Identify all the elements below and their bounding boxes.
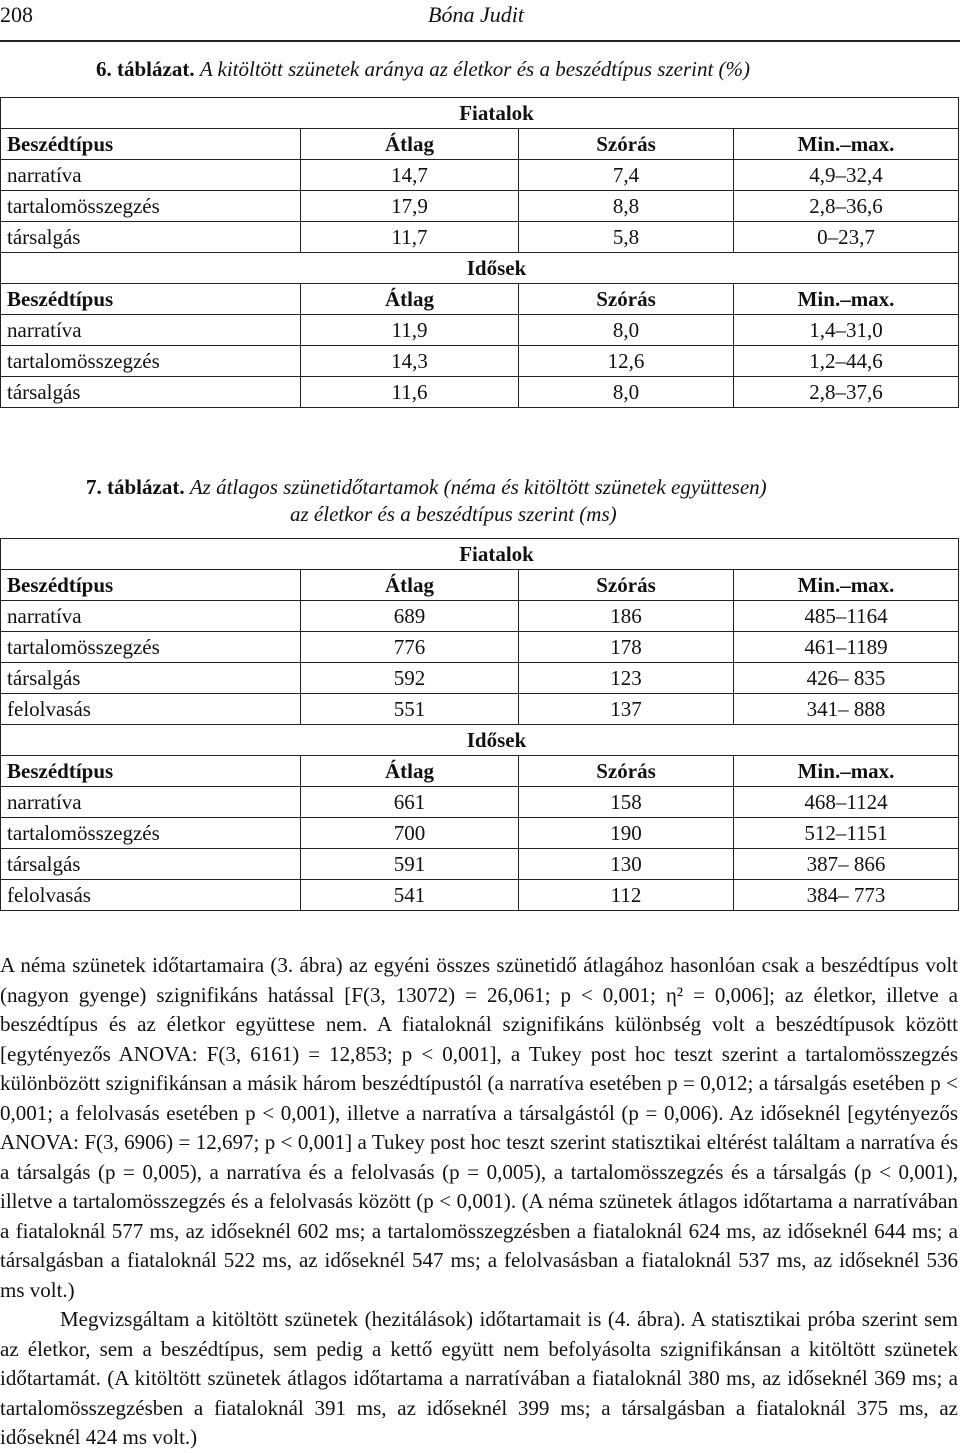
column-header: Beszédtípus	[1, 570, 301, 601]
header-row	[1, 756, 959, 787]
table-cell: 461–1189	[734, 632, 959, 663]
group-row	[1, 253, 959, 284]
group-label: Idősek	[1, 725, 959, 756]
table-cell: 591	[301, 849, 519, 880]
column-header: Beszédtípus	[1, 756, 301, 787]
table6-title: A kitöltött szünetek aránya az életkor és a beszédtípus szerint (%)	[199, 57, 751, 81]
table-cell: 689	[301, 601, 519, 632]
group-row	[1, 725, 959, 756]
column-header: Szórás	[519, 570, 734, 601]
column-header: Min.–max.	[734, 284, 959, 315]
column-header: Beszédtípus	[1, 129, 301, 160]
table-cell: 1,2–44,6	[734, 346, 959, 377]
table-cell: narratíva	[1, 601, 301, 632]
table-cell: 1,4–31,0	[734, 315, 959, 346]
column-header: Átlag	[301, 284, 519, 315]
column-header: Szórás	[519, 756, 734, 787]
table-cell: narratíva	[1, 160, 301, 191]
table-cell: 8,0	[519, 315, 734, 346]
table-cell: 130	[519, 849, 734, 880]
table-cell: 137	[519, 694, 734, 725]
table-row	[1, 191, 959, 222]
table-cell: 384– 773	[734, 880, 959, 911]
body-text	[0, 951, 958, 1453]
table7-label: 7. táblázat.	[86, 475, 185, 499]
header-row	[1, 129, 959, 160]
table-cell: 541	[301, 880, 519, 911]
column-header: Min.–max.	[734, 570, 959, 601]
table7-caption	[86, 474, 767, 501]
table-cell: 387– 866	[734, 849, 959, 880]
table-row	[1, 663, 959, 694]
table6-label: 6. táblázat.	[96, 57, 195, 81]
table-cell: narratíva	[1, 787, 301, 818]
table-cell: 11,9	[301, 315, 519, 346]
table-cell: felolvasás	[1, 880, 301, 911]
table7-caption-line2	[290, 501, 617, 528]
table-row	[1, 694, 959, 725]
table-cell: 123	[519, 663, 734, 694]
group-label: Fiatalok	[1, 98, 959, 129]
table-cell: 776	[301, 632, 519, 663]
table-row	[1, 315, 959, 346]
table-row	[1, 377, 959, 408]
table-cell: 512–1151	[734, 818, 959, 849]
page-number: 208	[0, 2, 33, 27]
table-cell: tartalomösszegzés	[1, 346, 301, 377]
table-cell: 158	[519, 787, 734, 818]
table-cell: 17,9	[301, 191, 519, 222]
table-cell: narratíva	[1, 315, 301, 346]
group-label: Idősek	[1, 253, 959, 284]
table-row	[1, 222, 959, 253]
table-cell: tartalomösszegzés	[1, 632, 301, 663]
table-cell: 700	[301, 818, 519, 849]
paragraph-2: Megvizsgáltam a kitöltött szünetek (hezitálások) időtartamait is (4. ábra). A statisztikai próba szerint sem az életkor, sem a beszédtípus, sem pedig a kettő együtt nem befolyásolta szignifikánsan a kitöltött szünetek időtartamát. (A kitöltött szünetek átlagos időtartama a narratívában a fiataloknál 380 ms, az időseknél 369 ms; a tartalomösszegzésben a fiataloknál 391 ms, az időseknél 399 ms; a társalgásban a fiataloknál 375 ms, az időseknél 424 ms volt.)	[0, 1307, 958, 1449]
paragraph-1: A néma szünetek időtartamaira (3. ábra) az egyéni összes szünetidő átlagához hasonlóan csak a beszédtípus volt (nagyon gyenge) szignifikáns hatással [F(3, 13072) = 26,061; p < 0,001; η² = 0,006]; az életkor, illetve a beszédtípus és az életkor együttese nem. A fiataloknál szignifikáns különbség volt a beszédtípusok között [egytényezős ANOVA: F(3, 6161) = 12,853; p < 0,001], a Tukey post hoc teszt szerint a tartalomösszegzés különbözött szignifikánsan a másik három beszédtípustól (a narratíva esetében p = 0,012; a társalgás esetében p < 0,001; a felolvasás esetében p < 0,001), illetve a narratíva a társalgástól (p = 0,006). Az időseknél [egytényezős ANOVA: F(3, 6906) = 12,697; p < 0,001] a Tukey post hoc teszt szerint statisztikai eltérést találtam a narratíva és a társalgás (p = 0,005), a narratíva és a felolvasás (p = 0,005), a tartalomösszegzés és a társalgás (p < 0,001), illetve a tartalomösszegzés és a felolvasás között (p < 0,001). (A néma szünetek átlagos időtartama a narratívában a fiataloknál 577 ms, az időseknél 602 ms; a tartalomösszegzésben a fiataloknál 624 ms, az időseknél 644 ms; a társalgásban a fiataloknál 522 ms, az időseknél 547 ms; a felolvasásban a fiataloknál 537 ms, az időseknél 536 ms volt.)	[0, 953, 958, 1302]
table-cell: 11,7	[301, 222, 519, 253]
table-cell: 341– 888	[734, 694, 959, 725]
table-row	[1, 346, 959, 377]
column-header: Beszédtípus	[1, 284, 301, 315]
table-row	[1, 880, 959, 911]
table-cell: tartalomösszegzés	[1, 191, 301, 222]
column-header: Min.–max.	[734, 129, 959, 160]
table7-title-line2: az életkor és a beszédtípus szerint (ms)	[290, 502, 617, 526]
table-row	[1, 160, 959, 191]
header-row	[1, 570, 959, 601]
page-header	[0, 0, 960, 42]
table-cell: tartalomösszegzés	[1, 818, 301, 849]
table-row	[1, 849, 959, 880]
table-cell: 11,6	[301, 377, 519, 408]
table-cell: 0–23,7	[734, 222, 959, 253]
table-cell: 14,3	[301, 346, 519, 377]
column-header: Átlag	[301, 570, 519, 601]
table-cell: társalgás	[1, 377, 301, 408]
table-row	[1, 818, 959, 849]
table-cell: 2,8–37,6	[734, 377, 959, 408]
header-row	[1, 284, 959, 315]
table6-caption	[96, 56, 750, 83]
table-row	[1, 632, 959, 663]
column-header: Min.–max.	[734, 756, 959, 787]
table-cell: 190	[519, 818, 734, 849]
table-cell: 7,4	[519, 160, 734, 191]
table-cell: 468–1124	[734, 787, 959, 818]
running-head-author: Bóna Judit	[428, 2, 524, 27]
table-cell: felolvasás	[1, 694, 301, 725]
table-cell: 5,8	[519, 222, 734, 253]
group-label: Fiatalok	[1, 539, 959, 570]
table-cell: társalgás	[1, 849, 301, 880]
table-row	[1, 787, 959, 818]
table6	[0, 97, 959, 408]
table-cell: 592	[301, 663, 519, 694]
table-cell: 426– 835	[734, 663, 959, 694]
table7-title-line1: Az átlagos szünetidőtartamok (néma és kitöltött szünetek együttesen)	[189, 475, 767, 499]
table-cell: 178	[519, 632, 734, 663]
table-cell: 8,0	[519, 377, 734, 408]
table-cell: 551	[301, 694, 519, 725]
table-cell: 4,9–32,4	[734, 160, 959, 191]
column-header: Szórás	[519, 129, 734, 160]
table-row	[1, 601, 959, 632]
table-cell: 661	[301, 787, 519, 818]
group-row	[1, 539, 959, 570]
table-cell: 2,8–36,6	[734, 191, 959, 222]
table-cell: 14,7	[301, 160, 519, 191]
group-row	[1, 98, 959, 129]
table-cell: társalgás	[1, 222, 301, 253]
table-cell: 485–1164	[734, 601, 959, 632]
column-header: Átlag	[301, 129, 519, 160]
table-cell: 12,6	[519, 346, 734, 377]
table-cell: 186	[519, 601, 734, 632]
column-header: Átlag	[301, 756, 519, 787]
table-cell: 112	[519, 880, 734, 911]
table-cell: 8,8	[519, 191, 734, 222]
table7	[0, 538, 959, 911]
table-cell: társalgás	[1, 663, 301, 694]
column-header: Szórás	[519, 284, 734, 315]
